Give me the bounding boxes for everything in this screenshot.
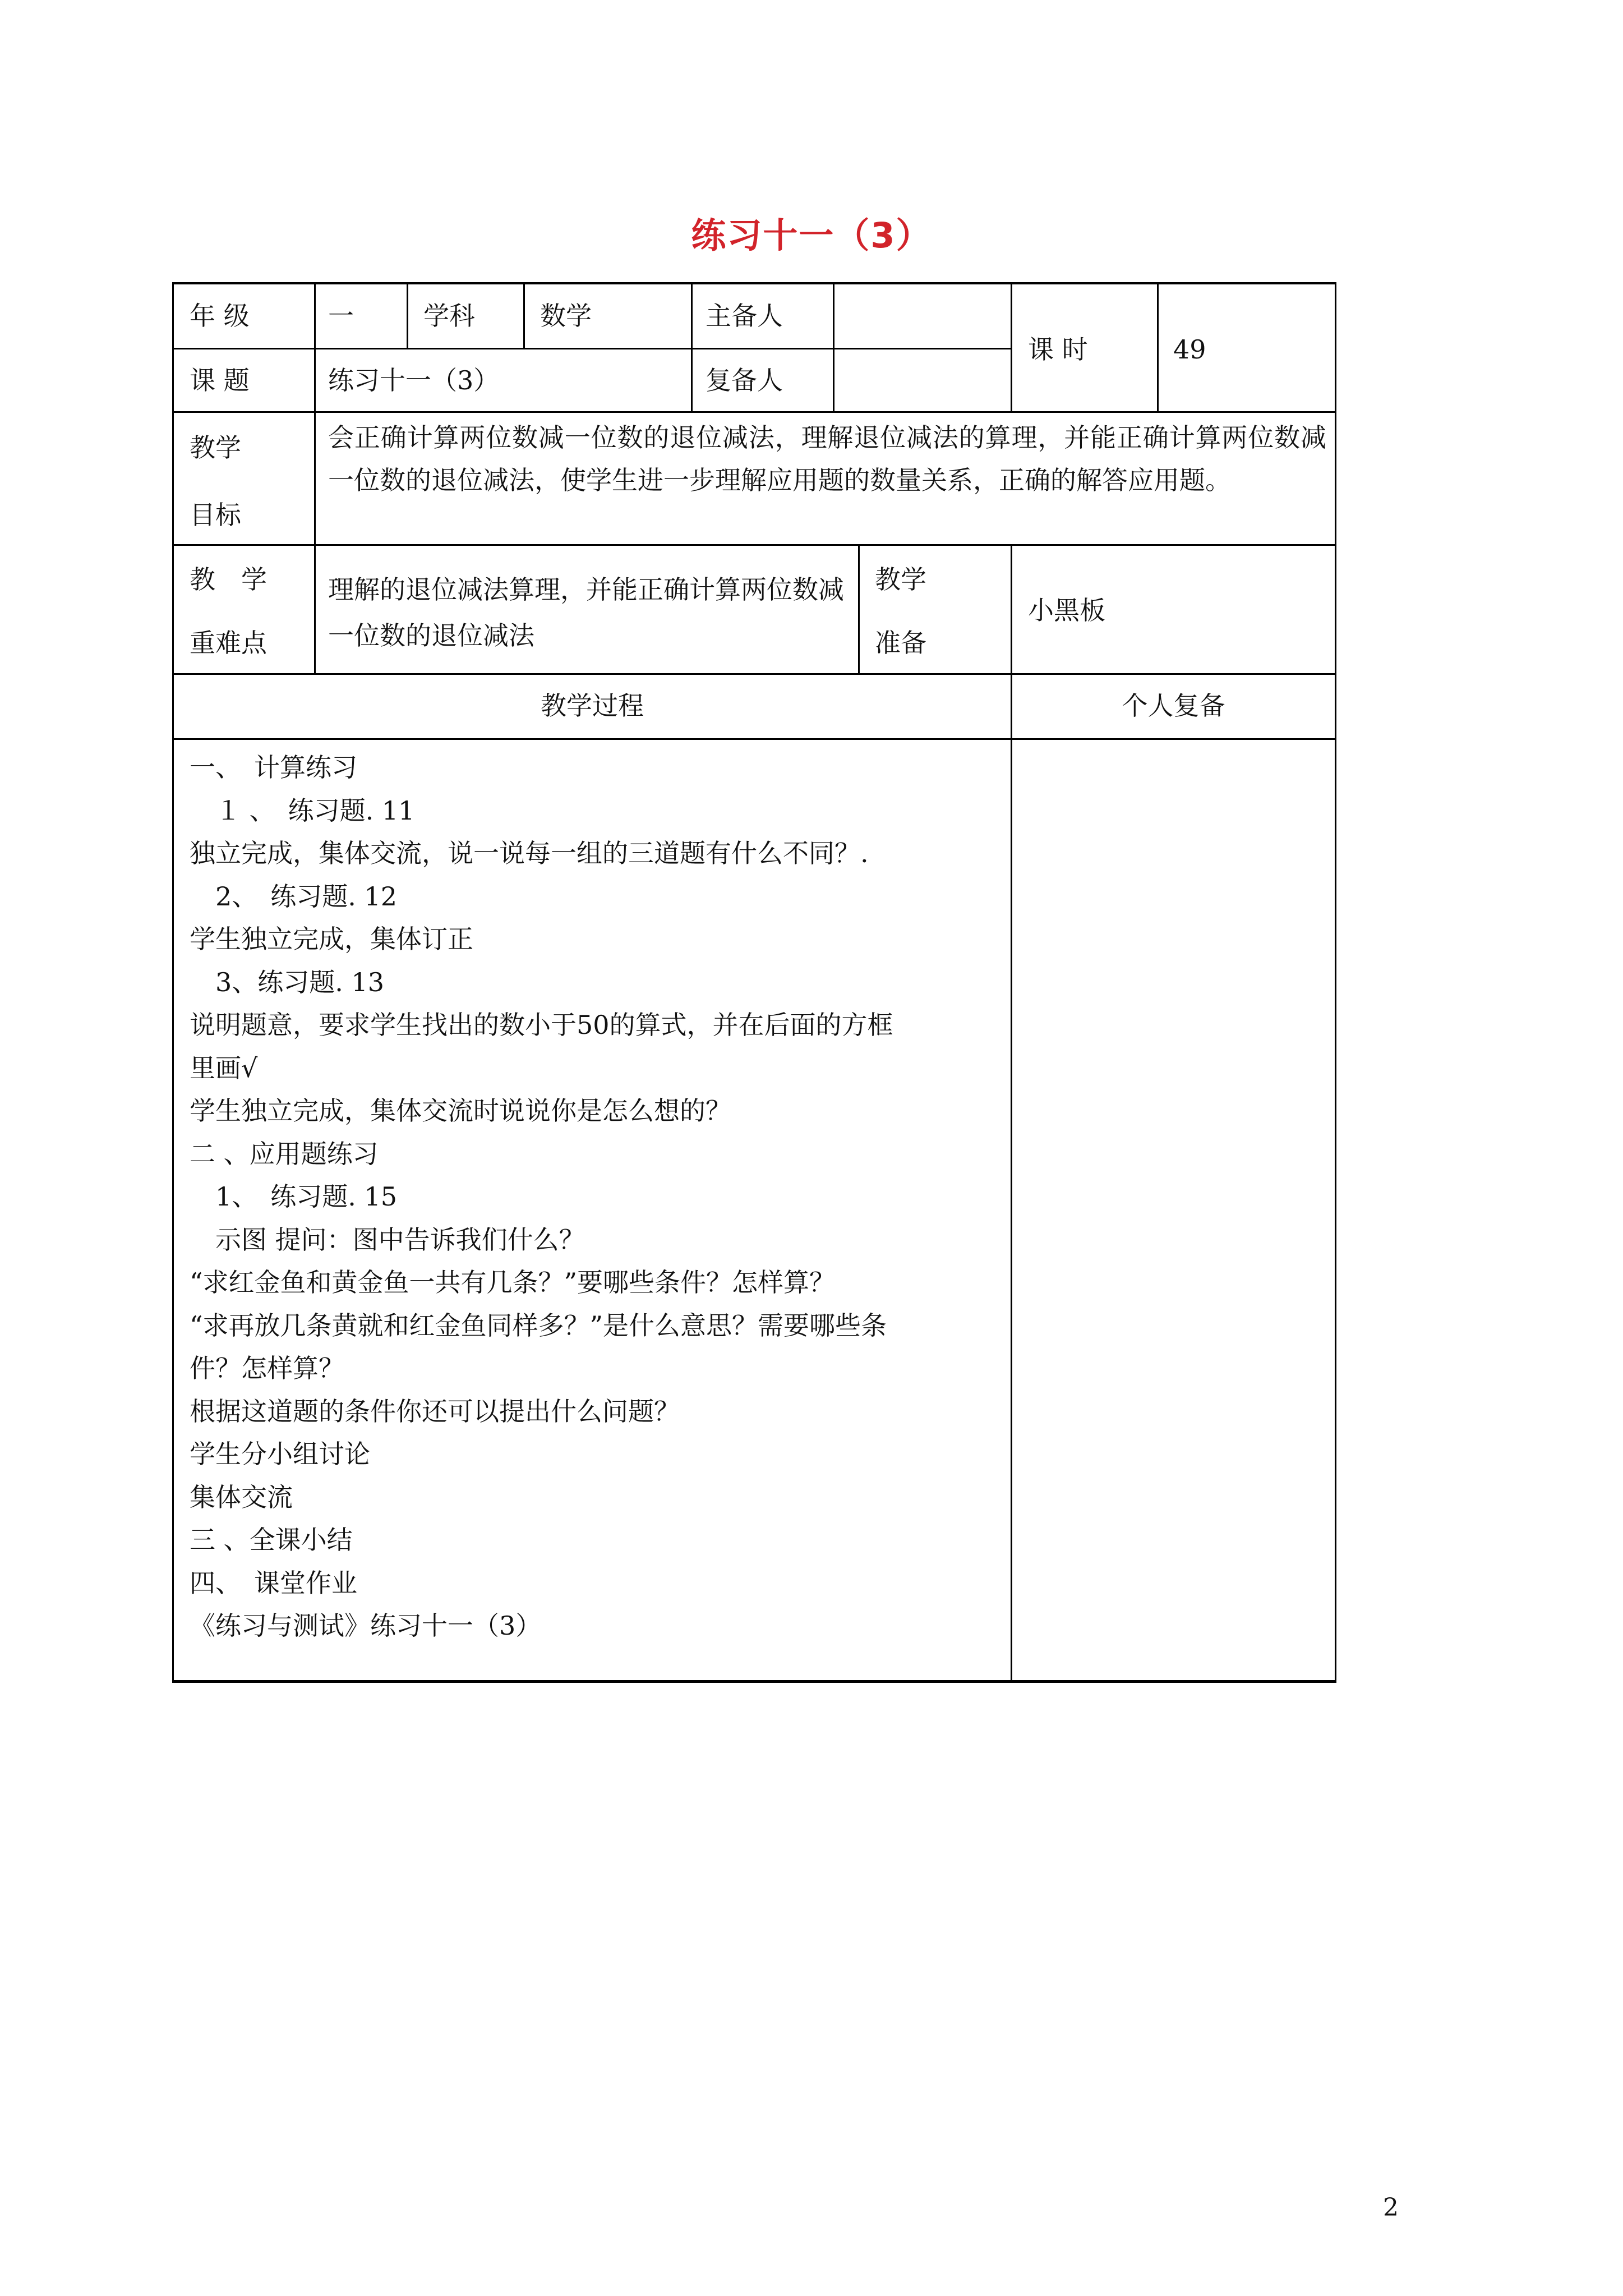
goals-label-line1: 教学: [190, 432, 241, 463]
process-line: 《练习与测试》练习十一（3）: [190, 1611, 542, 1641]
process-line: 根据这道题的条件你还可以提出什么问题？: [190, 1396, 680, 1427]
process-line: 3、练习题. 13: [190, 967, 385, 997]
topic-value: 练习十一（3）: [328, 365, 500, 395]
table-rule: [858, 544, 860, 673]
review-prep-label: 复备人: [706, 365, 783, 395]
table-rule: [172, 544, 1336, 546]
table-rule: [691, 282, 693, 411]
page-title: 练习十一（3）: [691, 215, 932, 256]
process-line: 一、 计算练习: [190, 752, 357, 783]
table-rule: [1011, 673, 1012, 1683]
table-rule: [523, 282, 525, 348]
table-rule: [172, 411, 1336, 413]
prep-label-line1: 教学: [875, 564, 926, 595]
difficulty-text: 理解的退位减法算理，并能正确计算两位数减一位数的退位减法: [328, 574, 844, 651]
grade-label: 年 级: [190, 301, 250, 331]
difficulty-label-line2: 重难点: [190, 628, 267, 658]
process-line: 学生分小组讨论: [190, 1439, 370, 1469]
table-rule: [314, 544, 316, 673]
prep-label-line2: 准备: [875, 628, 926, 658]
goals-label-line2: 目标: [190, 500, 241, 530]
period-label: 课 时: [1028, 334, 1088, 365]
table-rule: [1011, 544, 1012, 673]
page-number: 2: [1383, 2193, 1399, 2222]
process-line: 里画√: [190, 1052, 258, 1083]
table-rule: [172, 348, 1011, 349]
table-rule: [833, 282, 834, 411]
table-rule: [172, 738, 1336, 740]
process-line: 示图 提问：图中告诉我们什么？: [190, 1224, 585, 1255]
goals-text: 会正确计算两位数减一位数的退位减法，理解退位减法的算理，并能正确计算两位数减一位数的退位减法，使学生进一步理解应用题的数量关系，正确的解答应用题。: [328, 422, 1326, 495]
subject-label: 学科: [423, 301, 475, 331]
topic-label: 课 题: [190, 365, 250, 395]
process-line: 说明题意，要求学生找出的数小于50的算式，并在后面的方框: [190, 1010, 893, 1040]
process-line: “求再放几条黄就和红金鱼同样多？”是什么意思？需要哪些条: [190, 1310, 887, 1341]
process-line: １ 、 练习题. 11: [190, 795, 415, 826]
process-line: 2、 练习题. 12: [190, 881, 398, 912]
table-rule: [172, 673, 1336, 675]
lead-prep-label: 主备人: [706, 301, 783, 331]
personal-review-header: 个人复备: [1122, 691, 1225, 721]
process-line: 四、 课堂作业: [190, 1567, 357, 1598]
table-rule: [314, 282, 316, 544]
process-content: [190, 746, 1008, 1648]
process-line: 学生独立完成，集体订正: [190, 924, 473, 954]
difficulty-label-line1: 教 学: [190, 564, 267, 595]
process-line: “求红金鱼和黄金鱼一共有几条？”要哪些条件？怎样算？: [190, 1267, 836, 1297]
table-rule: [1011, 282, 1012, 411]
process-line: 独立完成，集体交流，说一说每一组的三道题有什么不同？.: [190, 838, 869, 868]
table-border-right: [1335, 282, 1336, 1683]
subject-value: 数学: [540, 301, 592, 331]
process-line: 件？怎样算？: [190, 1353, 344, 1383]
process-line: 三 、全课小结: [190, 1525, 353, 1555]
table-border-left: [172, 282, 174, 1683]
table-border-top: [172, 282, 1336, 284]
process-line: 学生独立完成，集体交流时说说你是怎么想的？: [190, 1096, 731, 1126]
table-rule: [1157, 282, 1159, 411]
process-line: 二 、应用题练习: [190, 1138, 379, 1169]
table-border-bottom: [172, 1680, 1336, 1683]
process-line: 1、 练习题. 15: [190, 1181, 398, 1212]
period-value: 49: [1173, 334, 1206, 365]
process-header: 教学过程: [541, 691, 644, 721]
process-line: 集体交流: [190, 1481, 293, 1512]
grade-value: 一: [328, 301, 354, 331]
table-rule: [407, 282, 408, 348]
prep-value: 小黑板: [1028, 595, 1105, 625]
